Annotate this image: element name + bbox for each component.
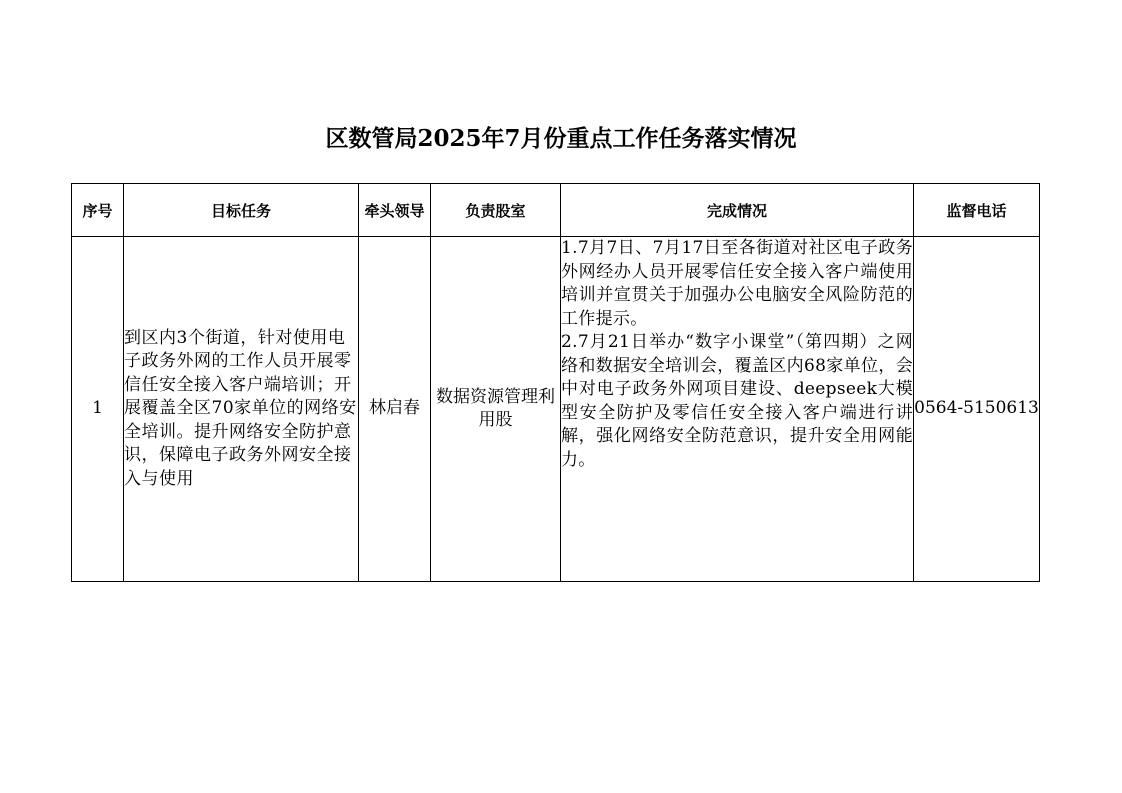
header-task: 目标任务 [124, 184, 359, 237]
cell-task: 到区内3个街道，针对使用电子政务外网的工作人员开展零信任安全接入客户端培训；开展覆盖全区70家单位的网络安全培训。提升网络安全防护意识，保障电子政务外网安全接入与使用 [124, 237, 359, 582]
cell-phone: 0564-5150613 [914, 237, 1040, 582]
cell-leader: 林启春 [359, 237, 431, 582]
header-no: 序号 [72, 184, 124, 237]
result-item-2: 2.7月21日举办“数字小课堂”（第四期）之网络和数据安全培训会，覆盖区内68家单位，会中对电子政务外网项目建设、deepseek大模型安全防护及零信任安全接入客户端进行讲解，强化网络安全防范意识，提升安全用网能力。 [561, 332, 913, 470]
cell-department: 数据资源管理利用股 [431, 237, 561, 582]
header-phone: 监督电话 [914, 184, 1040, 237]
cell-result [561, 237, 914, 582]
header-leader: 牵头领导 [359, 184, 431, 237]
task-table [71, 183, 1040, 582]
page-title: 区数管局2025年7月份重点工作任务落实情况 [325, 125, 797, 152]
header-result: 完成情况 [561, 184, 914, 237]
cell-no: 1 [72, 237, 124, 582]
header-department: 负责股室 [431, 184, 561, 237]
table-row [72, 237, 1040, 582]
result-item-1: 1.7月7日、7月17日至各街道对社区电子政务外网经办人员开展零信任安全接入客户端使用培训并宣贯关于加强办公电脑安全风险防范的工作提示。 [561, 238, 913, 329]
table-header-row [72, 184, 1040, 237]
